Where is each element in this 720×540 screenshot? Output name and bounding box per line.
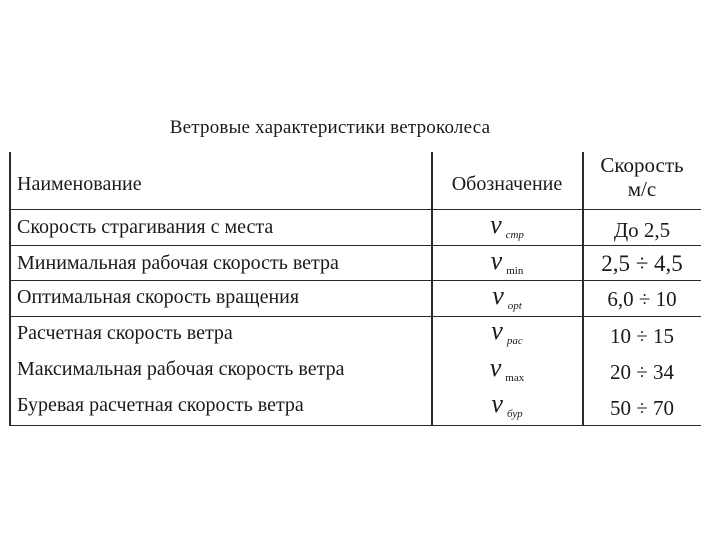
- header-speed: [583, 153, 701, 201]
- row-4-name: Расчетная скорость ветра: [17, 322, 233, 344]
- row-4-subscript: рас: [506, 335, 523, 347]
- nu-symbol: ν: [492, 281, 504, 310]
- row-3-name: Оптимальная скорость вращения: [17, 286, 300, 308]
- row-2-symbol: [432, 246, 582, 277]
- row-5-name: Максимальная рабочая скорость ветра: [17, 358, 345, 380]
- header-symbol: Обозначение: [451, 173, 563, 195]
- row-1-name: Скорость страгивания с места: [17, 216, 274, 238]
- row-divider-1: [9, 245, 701, 246]
- nu-symbol: ν: [491, 316, 503, 345]
- row-1-subscript: стр: [505, 229, 524, 241]
- row-5-subscript: max: [505, 372, 525, 384]
- row-1-speed: До 2,5: [613, 218, 671, 242]
- row-divider-2: [9, 280, 701, 281]
- row-3-speed: 6,0 ÷ 10: [607, 287, 677, 311]
- nu-symbol: ν: [489, 353, 502, 382]
- row-2-subscript: min: [506, 265, 524, 277]
- row-divider-3: [9, 316, 701, 317]
- header-name: Наименование: [17, 173, 142, 195]
- table-caption: Ветровые характеристики ветроколеса: [169, 117, 491, 138]
- row-4-speed: 10 ÷ 15: [609, 324, 675, 348]
- row-4-symbol: [432, 316, 582, 347]
- row-5-speed: 20 ÷ 34: [609, 360, 675, 384]
- nu-symbol: ν: [491, 389, 503, 418]
- row-2-speed: 2,5 ÷ 4,5: [601, 251, 683, 276]
- header-divider: [9, 209, 701, 210]
- row-6-symbol: [432, 389, 582, 420]
- header-speed-line1: Скорость: [600, 153, 684, 177]
- table-border-bottom: [9, 425, 701, 426]
- header-speed-line2: м/с: [627, 177, 657, 201]
- row-3-subscript: opt: [507, 300, 522, 312]
- row-3-symbol: [432, 281, 582, 312]
- row-6-speed: 50 ÷ 70: [609, 396, 675, 420]
- nu-symbol: ν: [490, 210, 502, 239]
- table-border-left: [9, 152, 11, 426]
- row-6-name: Буревая расчетная скорость ветра: [17, 394, 304, 416]
- row-1-symbol: [432, 210, 582, 241]
- row-6-subscript: бур: [506, 408, 523, 420]
- row-5-symbol: [432, 353, 582, 384]
- nu-symbol: ν: [490, 246, 503, 275]
- row-2-name: Минимальная рабочая скорость ветра: [17, 252, 339, 274]
